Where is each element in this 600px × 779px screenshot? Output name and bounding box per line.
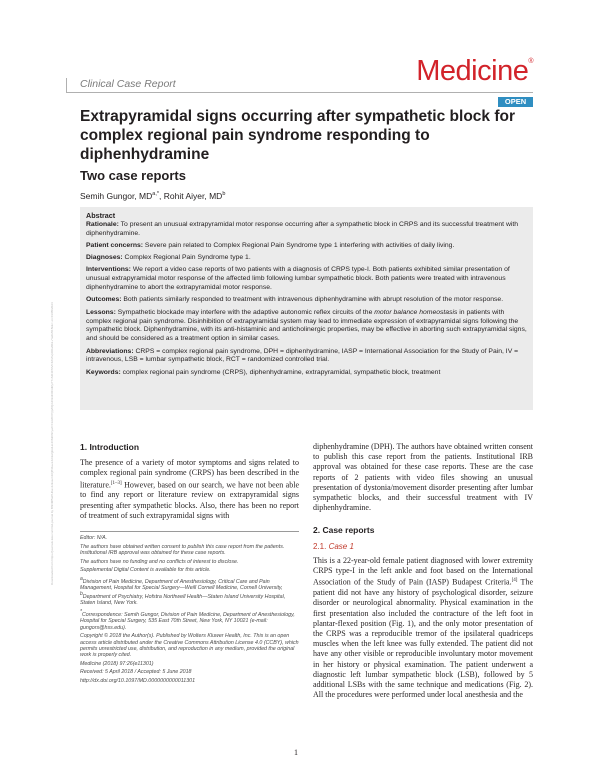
case-1-paragraph xyxy=(313,556,533,701)
lessons-text-b: in patients with complex regional pain syndrome. Disinhibition of extrapyramidal system may lead to immediate expression of extrapyramidal signs following the sympathetic block. Diphenhydramine, with its anti-histaminic and anticholinergic properties, may be effective in aborting such extrapyramidal signs, and should be considered as a treatment option in similar cases. xyxy=(86,308,527,343)
right-column xyxy=(313,442,533,700)
journal-name: Medicine xyxy=(416,55,529,87)
registered-mark: ® xyxy=(528,58,533,65)
case-1-heading xyxy=(313,542,533,552)
left-column xyxy=(80,442,299,521)
outcomes-text: Both patients similarly responded to treatment with intravenous diphenhydramine with abrupt resolution of the motor response. xyxy=(121,296,504,304)
author-1: Semih Gungor, MD xyxy=(80,191,153,201)
author-2: Rohit Aiyer, MD xyxy=(163,191,223,201)
lessons-emphasis: motor balance homeostasis xyxy=(374,308,458,316)
author-2-affil: b xyxy=(222,191,226,198)
fn-dates: Received: 5 April 2018 / Accepted: 5 June 2018 xyxy=(80,669,192,676)
affil-a-text: Division of Pain Medicine, Department of Anesthesiology, Critical Care and Pain Management, Hospital for Special Surgery—Weill Cornell Medicine, Cornell University, xyxy=(80,578,283,592)
abbreviations-text: CRPS = complex regional pain syndrome, DPH = diphenhydramine, IASP = International Association for the Study of Pain, IV = intravenous, LSB = lumbar sympathetic block, RCT = randomized controlled trial. xyxy=(86,347,519,364)
open-access-badge: OPEN xyxy=(498,97,533,107)
abbreviations-label: Abbreviations: xyxy=(86,347,134,355)
fn-consent: The authors have obtained written consent to publish this case report from the patients. Institutional IRB approval was obtained for these case reports. xyxy=(80,543,285,556)
abstract-box xyxy=(80,207,533,410)
abstract-interventions xyxy=(86,266,527,293)
abstract-concerns xyxy=(86,242,527,251)
abstract-keywords xyxy=(86,369,527,378)
author-1-affil: a,* xyxy=(152,191,160,198)
intro-text-b: However, based on our search, we have not been able to find any report or literature review on extrapyramidal signs presenting after sympathetic blocks. Also, there has been no report of treatment of such extrapyramidal signs with xyxy=(80,480,299,520)
fn-doi-link[interactable]: http://dx.doi.org/10.1097/MD.0000000000011301 xyxy=(80,678,196,685)
rationale-text: To present an unusual extrapyramidal motor response occurring after a sympathetic block in CRPS and its successful treatment with diphenhydramine. xyxy=(86,220,519,237)
author-separator: , xyxy=(159,191,164,201)
intro-text-a: The presence of a variety of motor symptoms and signs related to complex regional pain syndrome (CRPS) has been described in the literature. xyxy=(80,458,299,490)
rationale-label: Rationale: xyxy=(86,220,119,228)
keywords-text: complex regional pain syndrome (CRPS), diphenhydramine, extrapyramidal, sympathetic block, treatment xyxy=(120,368,441,376)
intro-citation: [1–3] xyxy=(110,480,122,486)
header-rule-left xyxy=(66,78,67,93)
case-1-text-b: The patient did not have any history of psychological disorder, seizure disorder or neurological abnormality. Physical examination in the first presentation also included the contracture of the left foot in plantar-flexed position (Fig. 1), and the only motor presentation of the CRPS was a reproducible tremor of the ipsilateral quadriceps muscles when the left knee was fully extended. The patient did not have any other visible or reproducible involuntary motor movement in her history or physical examination. The patient underwent a diagnostic left lumbar sympathetic block (LSB), followed by 5 additional LSBs with the same technique and medications (Fig. 2). All the procedures were performed under local anesthesia and the xyxy=(313,577,533,700)
interventions-text: We report a video case reports of two patients with a diagnosis of CRPS type-I. Both patients exhibited similar presentation of unusual extrapyramidal motor response of the affected limb following lumbar sympathetic block. Both patients were treated with intravenous diphenhydramine to abort the extrapyramidal motor response. xyxy=(86,266,510,292)
case-1-number: 2.1. xyxy=(313,541,327,551)
download-watermark: Downloaded from https://journals.lww.com/md-journal by BhDMf5ePHKav1zEoum1tQfN4a+kJLhEZgbsIHo4XMi0hCywCX1AWnYQp/IlQrHD3i3D0OdRyi7TvSFl4Cf3VC4/OAVpDDa8K2+Ya6H515kE= on 03/05/2024 xyxy=(50,302,54,585)
case-1-citation: [4] xyxy=(511,578,518,584)
affil-b-text: Department of Psychiatry, Hofstra Northwell Health—Staten Island University Hospital, Staten Island, New York. xyxy=(80,594,286,607)
abstract-lessons xyxy=(86,309,527,345)
page-number: 1 xyxy=(294,748,298,757)
abstract-diagnoses xyxy=(86,254,527,263)
outcomes-label: Outcomes: xyxy=(86,296,122,304)
header-rule xyxy=(66,92,533,93)
section-label: Clinical Case Report xyxy=(80,78,176,90)
keywords-label: Keywords: xyxy=(86,368,121,376)
concerns-text: Severe pain related to Complex Regional Pain Syndrome type 1 interfering with activities of daily living. xyxy=(143,242,455,250)
lessons-label: Lessons: xyxy=(86,308,116,316)
correspondence-text: Correspondence: Semih Gungor, Division of Pain Medicine, Department of Anesthesiology, Hospital for Special Surgery, 535 East 70th Street, New York, NY 10021 (e-mail: gungors@hss.edu). xyxy=(80,611,295,631)
abstract-abbreviations xyxy=(86,348,527,366)
article-title: Extrapyramidal signs occurring after sympathetic block for complex regional pain syndrome responding to diphenhydramine xyxy=(80,108,515,163)
fn-sdc: Supplemental Digital Content is available for this article. xyxy=(80,567,211,574)
diagnoses-label: Diagnoses: xyxy=(86,254,123,262)
abstract-outcomes xyxy=(86,296,527,305)
fn-editor: Editor: N/A. xyxy=(80,535,108,541)
abstract-rationale xyxy=(86,221,527,239)
intro-continued-paragraph: diphenhydramine (DPH). The authors have obtained written consent to publish this case report from the patients. Institutional IRB approval was obtained for these case reports. These are the case reports of 2 patients with video files showing an unusual presentation of dystonia/movement disorder presenting after lumbar sympathetic blocks, and their successful treatment with IV diphenhydramine. xyxy=(313,442,533,513)
diagnoses-text: Complex Regional Pain Syndrome type 1. xyxy=(122,254,251,262)
author-line xyxy=(80,191,225,201)
abstract-heading: Abstract xyxy=(86,211,116,220)
correspondence-mark: * xyxy=(80,609,82,616)
interventions-label: Interventions: xyxy=(86,266,131,274)
affil-b-mark: b xyxy=(80,591,83,598)
fn-citation: Medicine (2018) 97:26(e11301) xyxy=(80,660,154,667)
fn-funding: The authors have no funding and no conflicts of interest to disclose. xyxy=(80,558,239,565)
concerns-label: Patient concerns: xyxy=(86,242,144,250)
lessons-text-a: Sympathetic blockade may interfere with the adaptive autonomic reflex circuits of the xyxy=(115,308,375,316)
case-reports-heading: 2. Case reports xyxy=(313,525,375,536)
case-1-text-a: This is a 22-year-old female patient diagnosed with lower extremity CRPS type-I in the left ankle and foot based on the International Association of the Study of Pain (IASP) Budapest Criteria. xyxy=(313,555,533,587)
fn-correspondence xyxy=(80,609,299,631)
journal-logo xyxy=(395,55,533,88)
fn-affiliations xyxy=(80,576,299,607)
footnotes xyxy=(80,535,299,687)
intro-paragraph xyxy=(80,458,299,521)
intro-heading: 1. Introduction xyxy=(80,442,140,452)
case-1-title: Case 1 xyxy=(328,541,354,551)
affil-a-mark: a xyxy=(80,576,83,583)
article-subtitle: Two case reports xyxy=(80,168,186,183)
fn-copyright: Copyright © 2018 the Author(s). Published by Wolters Kluwer Health, Inc. This is an open access article distributed under the Creative Commons Attribution License 4.0 (CCBY), which permits unrestricted use, distribution, and reproduction in any medium, provided the original work is properly cited. xyxy=(80,633,299,659)
footnote-rule xyxy=(80,531,299,532)
